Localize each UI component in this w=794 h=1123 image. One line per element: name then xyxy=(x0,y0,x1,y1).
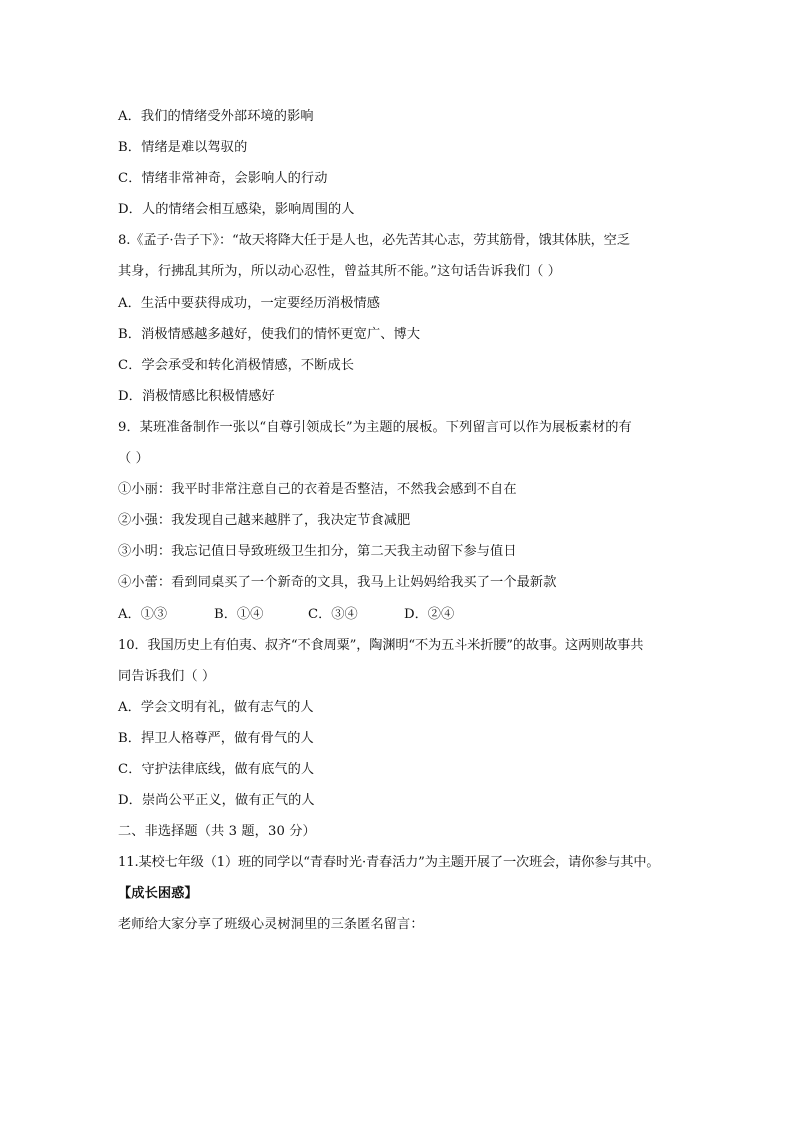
q9-option-c: C．③④ xyxy=(308,606,358,622)
q9-option-b: B．①④ xyxy=(214,606,264,622)
q8-option-c: C．学会承受和转化消极情感，不断成长 xyxy=(118,357,355,373)
q9-option-a: A．①③ xyxy=(118,606,168,622)
q9-stem-line1: 9．某班准备制作一张以“自尊引领成长”为主题的展板。下列留言可以作为展板素材的有 xyxy=(118,419,632,435)
q10-option-a: A．学会文明有礼，做有志气的人 xyxy=(118,699,314,715)
q11-subheading: 【成长困惑】 xyxy=(118,886,198,902)
q8-option-a: A．生活中要获得成功，一定要经历消极情感 xyxy=(118,295,381,311)
q8-stem-line1: 8.《孟子·告子下》：“故天将降大任于是人也，必先苦其心志，劳其筋骨，饿其体肤，空乏 xyxy=(118,233,630,249)
q10-stem-line2: 同告诉我们（ ） xyxy=(118,668,216,684)
q10-option-b: B．捍卫人格尊严，做有骨气的人 xyxy=(118,730,314,746)
q11-text: 老师给大家分享了班级心灵树洞里的三条匿名留言： xyxy=(118,917,424,933)
section-heading: 二、非选择题（共 3 题，30 分） xyxy=(118,824,316,840)
q7-option-d: D．人的情绪会相互感染，影响周围的人 xyxy=(118,202,355,218)
q9-item-1: ①小丽：我平时非常注意自己的衣着是否整洁，不然我会感到不自在 xyxy=(118,482,517,498)
q9-item-2: ②小强：我发现自己越来越胖了，我决定节食减肥 xyxy=(118,513,411,529)
q11-stem: 11.某校七年级（1）班的同学以“青春时光·青春活力”为主题开展了一次班会，请你参与其中。 xyxy=(118,855,660,871)
q8-option-b: B．消极情感越多越好，使我们的情怀更宽广、博大 xyxy=(118,326,421,342)
q9-options-row xyxy=(118,599,678,630)
q7-option-b: B．情绪是难以驾驭的 xyxy=(118,140,248,156)
q8-option-d: D．消极情感比积极情感好 xyxy=(118,388,275,404)
q10-option-c: C．守护法律底线，做有底气的人 xyxy=(118,761,315,777)
q9-item-3: ③小明：我忘记值日导致班级卫生扣分，第二天我主动留下参与值日 xyxy=(118,544,517,560)
q9-option-d: D．②④ xyxy=(404,606,455,622)
q7-option-a: A．我们的情绪受外部环境的影响 xyxy=(118,109,314,124)
exam-content xyxy=(118,101,678,941)
q10-option-d: D．崇尚公平正义，做有正气的人 xyxy=(118,793,315,809)
q8-stem-line2: 其身，行拂乱其所为，所以动心忍性，曾益其所不能。”这句话告诉我们（ ） xyxy=(118,264,562,280)
q9-stem-line2: （ ） xyxy=(118,451,149,467)
q10-stem-line1: 10．我国历史上有伯夷、叔齐“不食周粟”，陶渊明“不为五斗米折腰”的故事。这两则故事共 xyxy=(118,637,644,653)
q9-item-4: ④小蕾：看到同桌买了一个新奇的文具，我马上让妈妈给我买了一个最新款 xyxy=(118,575,557,591)
q7-option-c: C．情绪非常神奇，会影响人的行动 xyxy=(118,171,328,187)
